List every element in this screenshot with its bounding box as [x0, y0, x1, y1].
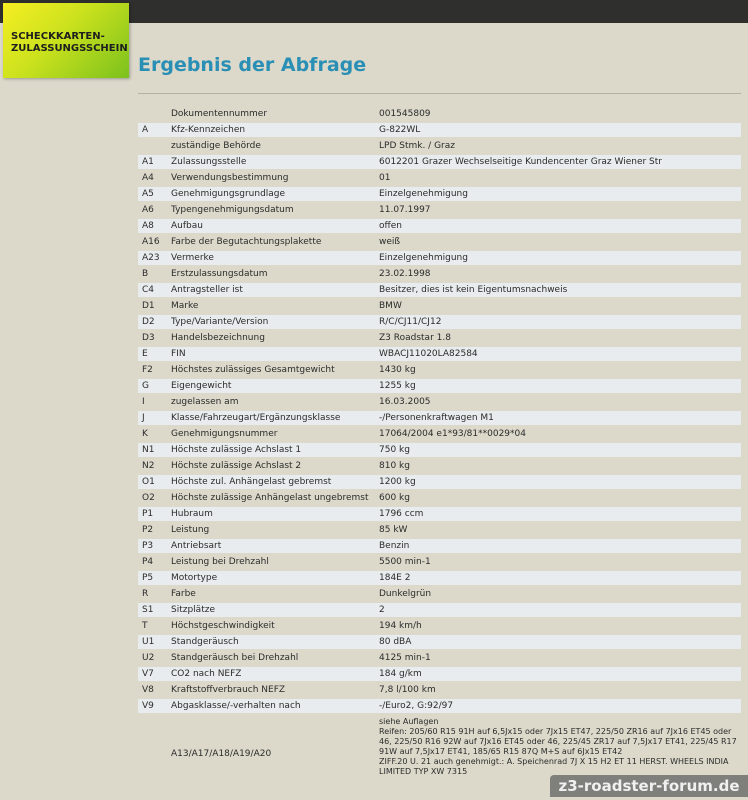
- table-row: [138, 155, 741, 169]
- row-code: P2: [138, 523, 167, 537]
- row-label: Kraftstoffverbrauch NEFZ: [167, 683, 375, 697]
- row-label: Höchstgeschwindigkeit: [167, 619, 375, 633]
- row-code: J: [138, 411, 167, 425]
- row-code: T: [138, 619, 167, 633]
- row-value: 23.02.1998: [375, 267, 741, 281]
- row-value: 6012201 Grazer Wechselseitige Kundencenter Graz Wiener Str: [375, 155, 741, 169]
- row-label: Eigengewicht: [167, 379, 375, 393]
- row-value: 17064/2004 e1*93/81**0029*04: [375, 427, 741, 441]
- row-code: V7: [138, 667, 167, 681]
- row-value: 1200 kg: [375, 475, 741, 489]
- row-value: 1430 kg: [375, 363, 741, 377]
- row-value: G-822WL: [375, 123, 741, 137]
- row-label: Höchste zul. Anhängelast gebremst: [167, 475, 375, 489]
- row-label: Standgeräusch bei Drehzahl: [167, 651, 375, 665]
- row-label: Höchste zulässige Achslast 2: [167, 459, 375, 473]
- table-row: [138, 395, 741, 409]
- row-code: P3: [138, 539, 167, 553]
- row-value: 810 kg: [375, 459, 741, 473]
- row-value: -/Personenkraftwagen M1: [375, 411, 741, 425]
- row-value: 750 kg: [375, 443, 741, 457]
- row-code: O1: [138, 475, 167, 489]
- row-code: P1: [138, 507, 167, 521]
- row-value: 11.07.1997: [375, 203, 741, 217]
- row-value: LPD Stmk. / Graz: [375, 139, 741, 153]
- table-row: [138, 411, 741, 425]
- row-code: A8: [138, 219, 167, 233]
- row-code: N1: [138, 443, 167, 457]
- logo-text: SCHECKKARTEN- ZULASSUNGSSCHEIN: [11, 31, 128, 54]
- row-value: weiß: [375, 235, 741, 249]
- row-value: 1796 ccm: [375, 507, 741, 521]
- table-row: [138, 331, 741, 345]
- row-value: 7,8 l/100 km: [375, 683, 741, 697]
- row-value: siehe Auflagen Reifen: 205/60 R15 91H auf 6,5Jx15 oder 7Jx15 ET47, 225/50 ZR16 auf 7Jx16 ET45 oder 46, 225/50 R16 92W auf 7Jx16 ET45 oder 46, 225/45 ZR17 auf 7,5Jx17 ET41, 225/45 R17 91W auf 7,5Jx17 ET41, 185/65 R15 87Q M+S auf 6Jx15 ET42 ZIFF.20 U. 21 auch genehmigt.: A. Speichenrad 7J X 15 H2 ET 11 HERST. WHEELS INDIA LIMITED TYP XW 7315: [375, 715, 741, 793]
- table-row: [138, 107, 741, 121]
- row-value: Besitzer, dies ist kein Eigentumsnachweis: [375, 283, 741, 297]
- row-value: 194 km/h: [375, 619, 741, 633]
- row-value: 01: [375, 171, 741, 185]
- row-code: P4: [138, 555, 167, 569]
- table-row: [138, 171, 741, 185]
- row-value: 80 dBA: [375, 635, 741, 649]
- row-code: R: [138, 587, 167, 601]
- row-code: D3: [138, 331, 167, 345]
- table-row: [138, 123, 741, 137]
- row-label: Handelsbezeichnung: [167, 331, 375, 345]
- table-row: [138, 587, 741, 601]
- row-code: D1: [138, 299, 167, 313]
- row-label: Leistung bei Drehzahl: [167, 555, 375, 569]
- row-code: B: [138, 267, 167, 281]
- table-row: [138, 507, 741, 521]
- row-code: P5: [138, 571, 167, 585]
- page-title: Ergebnis der Abfrage: [138, 54, 367, 76]
- row-value: 1255 kg: [375, 379, 741, 393]
- table-row: [138, 459, 741, 473]
- row-label: Kfz-Kennzeichen: [167, 123, 375, 137]
- row-code: D2: [138, 315, 167, 329]
- table-row: [138, 427, 741, 441]
- row-code: [138, 139, 167, 153]
- row-label: Antragsteller ist: [167, 283, 375, 297]
- row-code: A: [138, 123, 167, 137]
- table-row: [138, 523, 741, 537]
- row-label: Erstzulassungsdatum: [167, 267, 375, 281]
- table-row: [138, 219, 741, 233]
- row-code: A1: [138, 155, 167, 169]
- row-label: Hubraum: [167, 507, 375, 521]
- table-row: [138, 299, 741, 313]
- row-code: [138, 715, 167, 793]
- table-row: [138, 619, 741, 633]
- row-label: Typengenehmigungsdatum: [167, 203, 375, 217]
- row-label: FIN: [167, 347, 375, 361]
- row-label: Abgasklasse/-verhalten nach: [167, 699, 375, 713]
- row-value: 2: [375, 603, 741, 617]
- row-label: Höchste zulässige Anhängelast ungebremst: [167, 491, 375, 505]
- row-label: Verwendungsbestimmung: [167, 171, 375, 185]
- row-code: A4: [138, 171, 167, 185]
- row-code: V9: [138, 699, 167, 713]
- row-value: 16.03.2005: [375, 395, 741, 409]
- row-value: 85 kW: [375, 523, 741, 537]
- row-label: Farbe der Begutachtungsplakette: [167, 235, 375, 249]
- table-row: [138, 571, 741, 585]
- row-label: Marke: [167, 299, 375, 313]
- table-row: [138, 603, 741, 617]
- row-label: Genehmigungsnummer: [167, 427, 375, 441]
- row-value: 001545809: [375, 107, 741, 121]
- row-code: K: [138, 427, 167, 441]
- table-row: [138, 251, 741, 265]
- row-code: [138, 107, 167, 121]
- table-row: [138, 379, 741, 393]
- row-code: A6: [138, 203, 167, 217]
- row-value: R/C/CJ11/CJ12: [375, 315, 741, 329]
- table-row: [138, 699, 741, 713]
- row-value: 4125 min-1: [375, 651, 741, 665]
- row-code: I: [138, 395, 167, 409]
- row-label: Vermerke: [167, 251, 375, 265]
- row-label: Dokumentennummer: [167, 107, 375, 121]
- row-label: Sitzplätze: [167, 603, 375, 617]
- table-row: [138, 443, 741, 457]
- row-label: Type/Variante/Version: [167, 315, 375, 329]
- row-label: zugelassen am: [167, 395, 375, 409]
- table-row: [138, 235, 741, 249]
- row-label: zuständige Behörde: [167, 139, 375, 153]
- row-value: -/Euro2, G:92/97: [375, 699, 741, 713]
- row-label: Aufbau: [167, 219, 375, 233]
- row-code: O2: [138, 491, 167, 505]
- row-value: BMW: [375, 299, 741, 313]
- row-label: Klasse/Fahrzeugart/Ergänzungsklasse: [167, 411, 375, 425]
- table-row: [138, 667, 741, 681]
- row-label: Genehmigungsgrundlage: [167, 187, 375, 201]
- table-row: [138, 347, 741, 361]
- row-label: Motortype: [167, 571, 375, 585]
- row-label: A13/A17/A18/A19/A20: [167, 715, 375, 793]
- table-row: [138, 555, 741, 569]
- forum-watermark: z3-roadster-forum.de: [550, 775, 748, 797]
- row-value: WBACJ11020LA82584: [375, 347, 741, 361]
- row-code: N2: [138, 459, 167, 473]
- row-value: Z3 Roadstar 1.8: [375, 331, 741, 345]
- table-row: [138, 491, 741, 505]
- table-row: [138, 315, 741, 329]
- row-value: 600 kg: [375, 491, 741, 505]
- row-value: 184 g/km: [375, 667, 741, 681]
- results-table: [138, 105, 741, 795]
- table-row: [138, 635, 741, 649]
- row-label: Standgeräusch: [167, 635, 375, 649]
- row-code: F2: [138, 363, 167, 377]
- logo[interactable]: [3, 3, 129, 78]
- row-code: G: [138, 379, 167, 393]
- row-label: CO2 nach NEFZ: [167, 667, 375, 681]
- row-code: A5: [138, 187, 167, 201]
- table-row: [138, 683, 741, 697]
- table-row: [138, 283, 741, 297]
- row-code: U2: [138, 651, 167, 665]
- title-divider: [138, 93, 741, 94]
- row-value: 184E 2: [375, 571, 741, 585]
- row-label: Höchstes zulässiges Gesamtgewicht: [167, 363, 375, 377]
- row-value: 5500 min-1: [375, 555, 741, 569]
- row-label: Farbe: [167, 587, 375, 601]
- row-value: Einzelgenehmigung: [375, 251, 741, 265]
- row-code: U1: [138, 635, 167, 649]
- table-row: [138, 139, 741, 153]
- row-code: S1: [138, 603, 167, 617]
- table-row: [138, 203, 741, 217]
- row-label: Höchste zulässige Achslast 1: [167, 443, 375, 457]
- row-label: Leistung: [167, 523, 375, 537]
- table-row: [138, 475, 741, 489]
- table-row: [138, 539, 741, 553]
- row-label: Zulassungsstelle: [167, 155, 375, 169]
- table-row: [138, 363, 741, 377]
- row-value: Dunkelgrün: [375, 587, 741, 601]
- row-value: offen: [375, 219, 741, 233]
- table-row: [138, 651, 741, 665]
- row-code: E: [138, 347, 167, 361]
- row-code: A23: [138, 251, 167, 265]
- row-code: C4: [138, 283, 167, 297]
- row-code: A16: [138, 235, 167, 249]
- table-row: [138, 267, 741, 281]
- row-code: V8: [138, 683, 167, 697]
- row-value: Einzelgenehmigung: [375, 187, 741, 201]
- table-row: [138, 187, 741, 201]
- row-value: Benzin: [375, 539, 741, 553]
- row-label: Antriebsart: [167, 539, 375, 553]
